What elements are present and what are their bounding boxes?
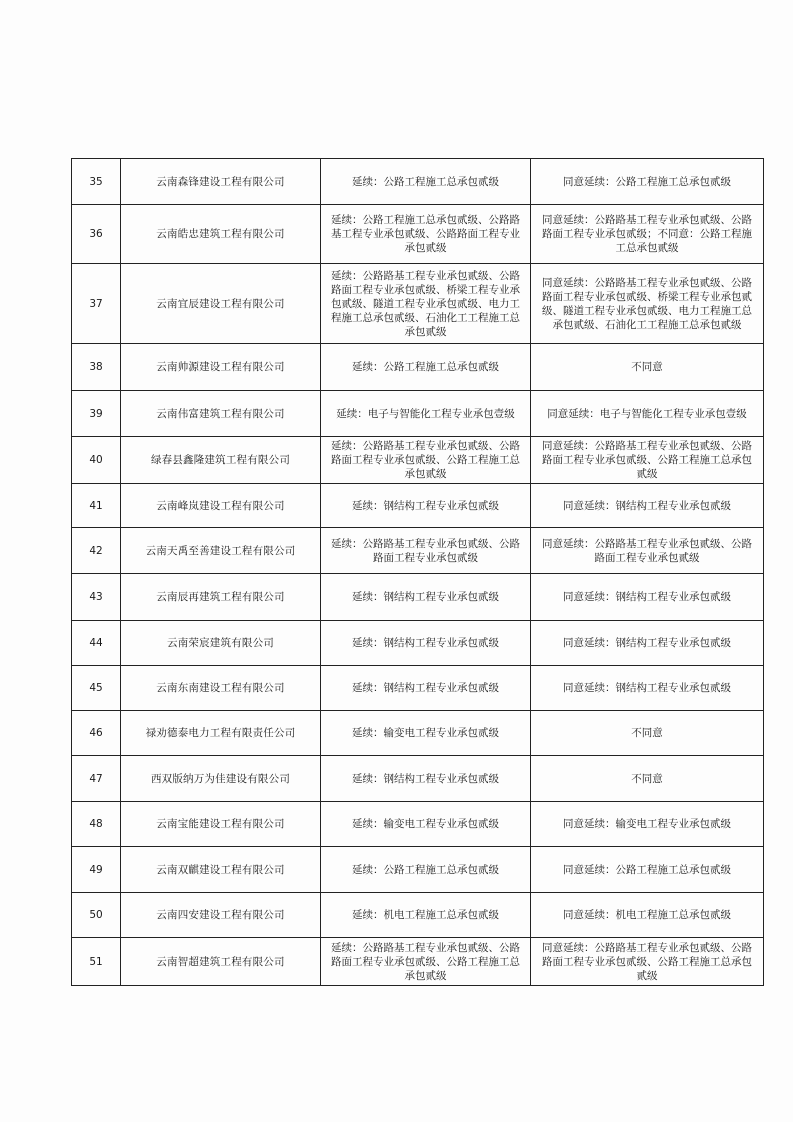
review-result: 同意延续：公路工程施工总承包贰级 — [531, 159, 764, 205]
review-result: 同意延续：公路路基工程专业承包贰级、公路路面工程专业承包贰级、公路工程施工总承包贰级 — [531, 938, 764, 986]
table-row — [72, 344, 764, 391]
review-result: 同意延续：钢结构工程专业承包贰级 — [531, 666, 764, 711]
table-row — [72, 666, 764, 711]
review-result: 不同意 — [531, 344, 764, 391]
company-name: 绿春县鑫隆建筑工程有限公司 — [121, 437, 321, 484]
company-name: 云南皓忠建筑工程有限公司 — [121, 205, 321, 264]
table-row — [72, 802, 764, 847]
review-result: 同意延续：公路路基工程专业承包贰级、公路路面工程专业承包贰级、桥梁工程专业承包贰级、隧道工程专业承包贰级、电力工程施工总承包贰级、石油化工工程施工总承包贰级 — [531, 264, 764, 344]
row-number: 44 — [72, 621, 121, 666]
application-content: 延续：钢结构工程专业承包贰级 — [321, 666, 531, 711]
row-number: 43 — [72, 574, 121, 621]
application-content: 延续：电子与智能化工程专业承包壹级 — [321, 391, 531, 437]
company-name: 云南荣宸建筑有限公司 — [121, 621, 321, 666]
table-row — [72, 484, 764, 528]
application-content: 延续：钢结构工程专业承包贰级 — [321, 484, 531, 528]
row-number: 49 — [72, 847, 121, 893]
application-content: 延续：公路路基工程专业承包贰级、公路路面工程专业承包贰级、桥梁工程专业承包贰级、隧道工程专业承包贰级、电力工程施工总承包贰级、石油化工工程施工总承包贰级 — [321, 264, 531, 344]
row-number: 37 — [72, 264, 121, 344]
table-row — [72, 528, 764, 574]
row-number: 48 — [72, 802, 121, 847]
review-result: 同意延续：公路工程施工总承包贰级 — [531, 847, 764, 893]
table-row — [72, 847, 764, 893]
row-number: 45 — [72, 666, 121, 711]
table-row — [72, 711, 764, 756]
table-row — [72, 159, 764, 205]
row-number: 50 — [72, 893, 121, 938]
application-content: 延续：公路路基工程专业承包贰级、公路路面工程专业承包贰级、公路工程施工总承包贰级 — [321, 938, 531, 986]
application-content: 延续：公路工程施工总承包贰级 — [321, 847, 531, 893]
row-number: 35 — [72, 159, 121, 205]
review-result: 不同意 — [531, 711, 764, 756]
table-row — [72, 938, 764, 986]
company-name: 云南森锋建设工程有限公司 — [121, 159, 321, 205]
row-number: 40 — [72, 437, 121, 484]
table-row — [72, 437, 764, 484]
company-name: 云南天禹至善建设工程有限公司 — [121, 528, 321, 574]
table-row — [72, 205, 764, 264]
row-number: 38 — [72, 344, 121, 391]
company-name: 云南宝能建设工程有限公司 — [121, 802, 321, 847]
application-content: 延续：钢结构工程专业承包贰级 — [321, 756, 531, 802]
review-result: 不同意 — [531, 756, 764, 802]
company-name: 云南智超建筑工程有限公司 — [121, 938, 321, 986]
application-content: 延续：钢结构工程专业承包贰级 — [321, 574, 531, 621]
application-content: 延续：公路工程施工总承包贰级、公路路基工程专业承包贰级、公路路面工程专业承包贰级 — [321, 205, 531, 264]
application-content: 延续：公路工程施工总承包贰级 — [321, 344, 531, 391]
row-number: 36 — [72, 205, 121, 264]
company-name: 禄劝德泰电力工程有限责任公司 — [121, 711, 321, 756]
table-row — [72, 893, 764, 938]
review-result: 同意延续：钢结构工程专业承包贰级 — [531, 574, 764, 621]
company-name: 云南峰岚建设工程有限公司 — [121, 484, 321, 528]
table-row — [72, 391, 764, 437]
company-name: 云南帅源建设工程有限公司 — [121, 344, 321, 391]
review-result: 同意延续：输变电工程专业承包贰级 — [531, 802, 764, 847]
company-name: 西双版纳万为佳建设有限公司 — [121, 756, 321, 802]
company-name: 云南辰再建筑工程有限公司 — [121, 574, 321, 621]
row-number: 47 — [72, 756, 121, 802]
company-name: 云南伟富建筑工程有限公司 — [121, 391, 321, 437]
application-content: 延续：公路工程施工总承包贰级 — [321, 159, 531, 205]
row-number: 41 — [72, 484, 121, 528]
row-number: 51 — [72, 938, 121, 986]
review-result: 同意延续：机电工程施工总承包贰级 — [531, 893, 764, 938]
qualification-table — [71, 158, 764, 986]
review-result: 同意延续：钢结构工程专业承包贰级 — [531, 484, 764, 528]
review-result: 同意延续：钢结构工程专业承包贰级 — [531, 621, 764, 666]
application-content: 延续：机电工程施工总承包贰级 — [321, 893, 531, 938]
company-name: 云南四安建设工程有限公司 — [121, 893, 321, 938]
table-row — [72, 756, 764, 802]
company-name: 云南东南建设工程有限公司 — [121, 666, 321, 711]
row-number: 46 — [72, 711, 121, 756]
review-result: 同意延续：公路路基工程专业承包贰级、公路路面工程专业承包贰级 — [531, 528, 764, 574]
row-number: 39 — [72, 391, 121, 437]
row-number: 42 — [72, 528, 121, 574]
application-content: 延续：钢结构工程专业承包贰级 — [321, 621, 531, 666]
application-content: 延续：输变电工程专业承包贰级 — [321, 711, 531, 756]
table-row — [72, 264, 764, 344]
review-result: 同意延续：公路路基工程专业承包贰级、公路路面工程专业承包贰级；不同意：公路工程施工总承包贰级 — [531, 205, 764, 264]
company-name: 云南双麒建设工程有限公司 — [121, 847, 321, 893]
table-row — [72, 574, 764, 621]
application-content: 延续：公路路基工程专业承包贰级、公路路面工程专业承包贰级 — [321, 528, 531, 574]
review-result: 同意延续：公路路基工程专业承包贰级、公路路面工程专业承包贰级、公路工程施工总承包贰级 — [531, 437, 764, 484]
company-name: 云南宜辰建设工程有限公司 — [121, 264, 321, 344]
review-result: 同意延续：电子与智能化工程专业承包壹级 — [531, 391, 764, 437]
table-row — [72, 621, 764, 666]
application-content: 延续：公路路基工程专业承包贰级、公路路面工程专业承包贰级、公路工程施工总承包贰级 — [321, 437, 531, 484]
application-content: 延续：输变电工程专业承包贰级 — [321, 802, 531, 847]
